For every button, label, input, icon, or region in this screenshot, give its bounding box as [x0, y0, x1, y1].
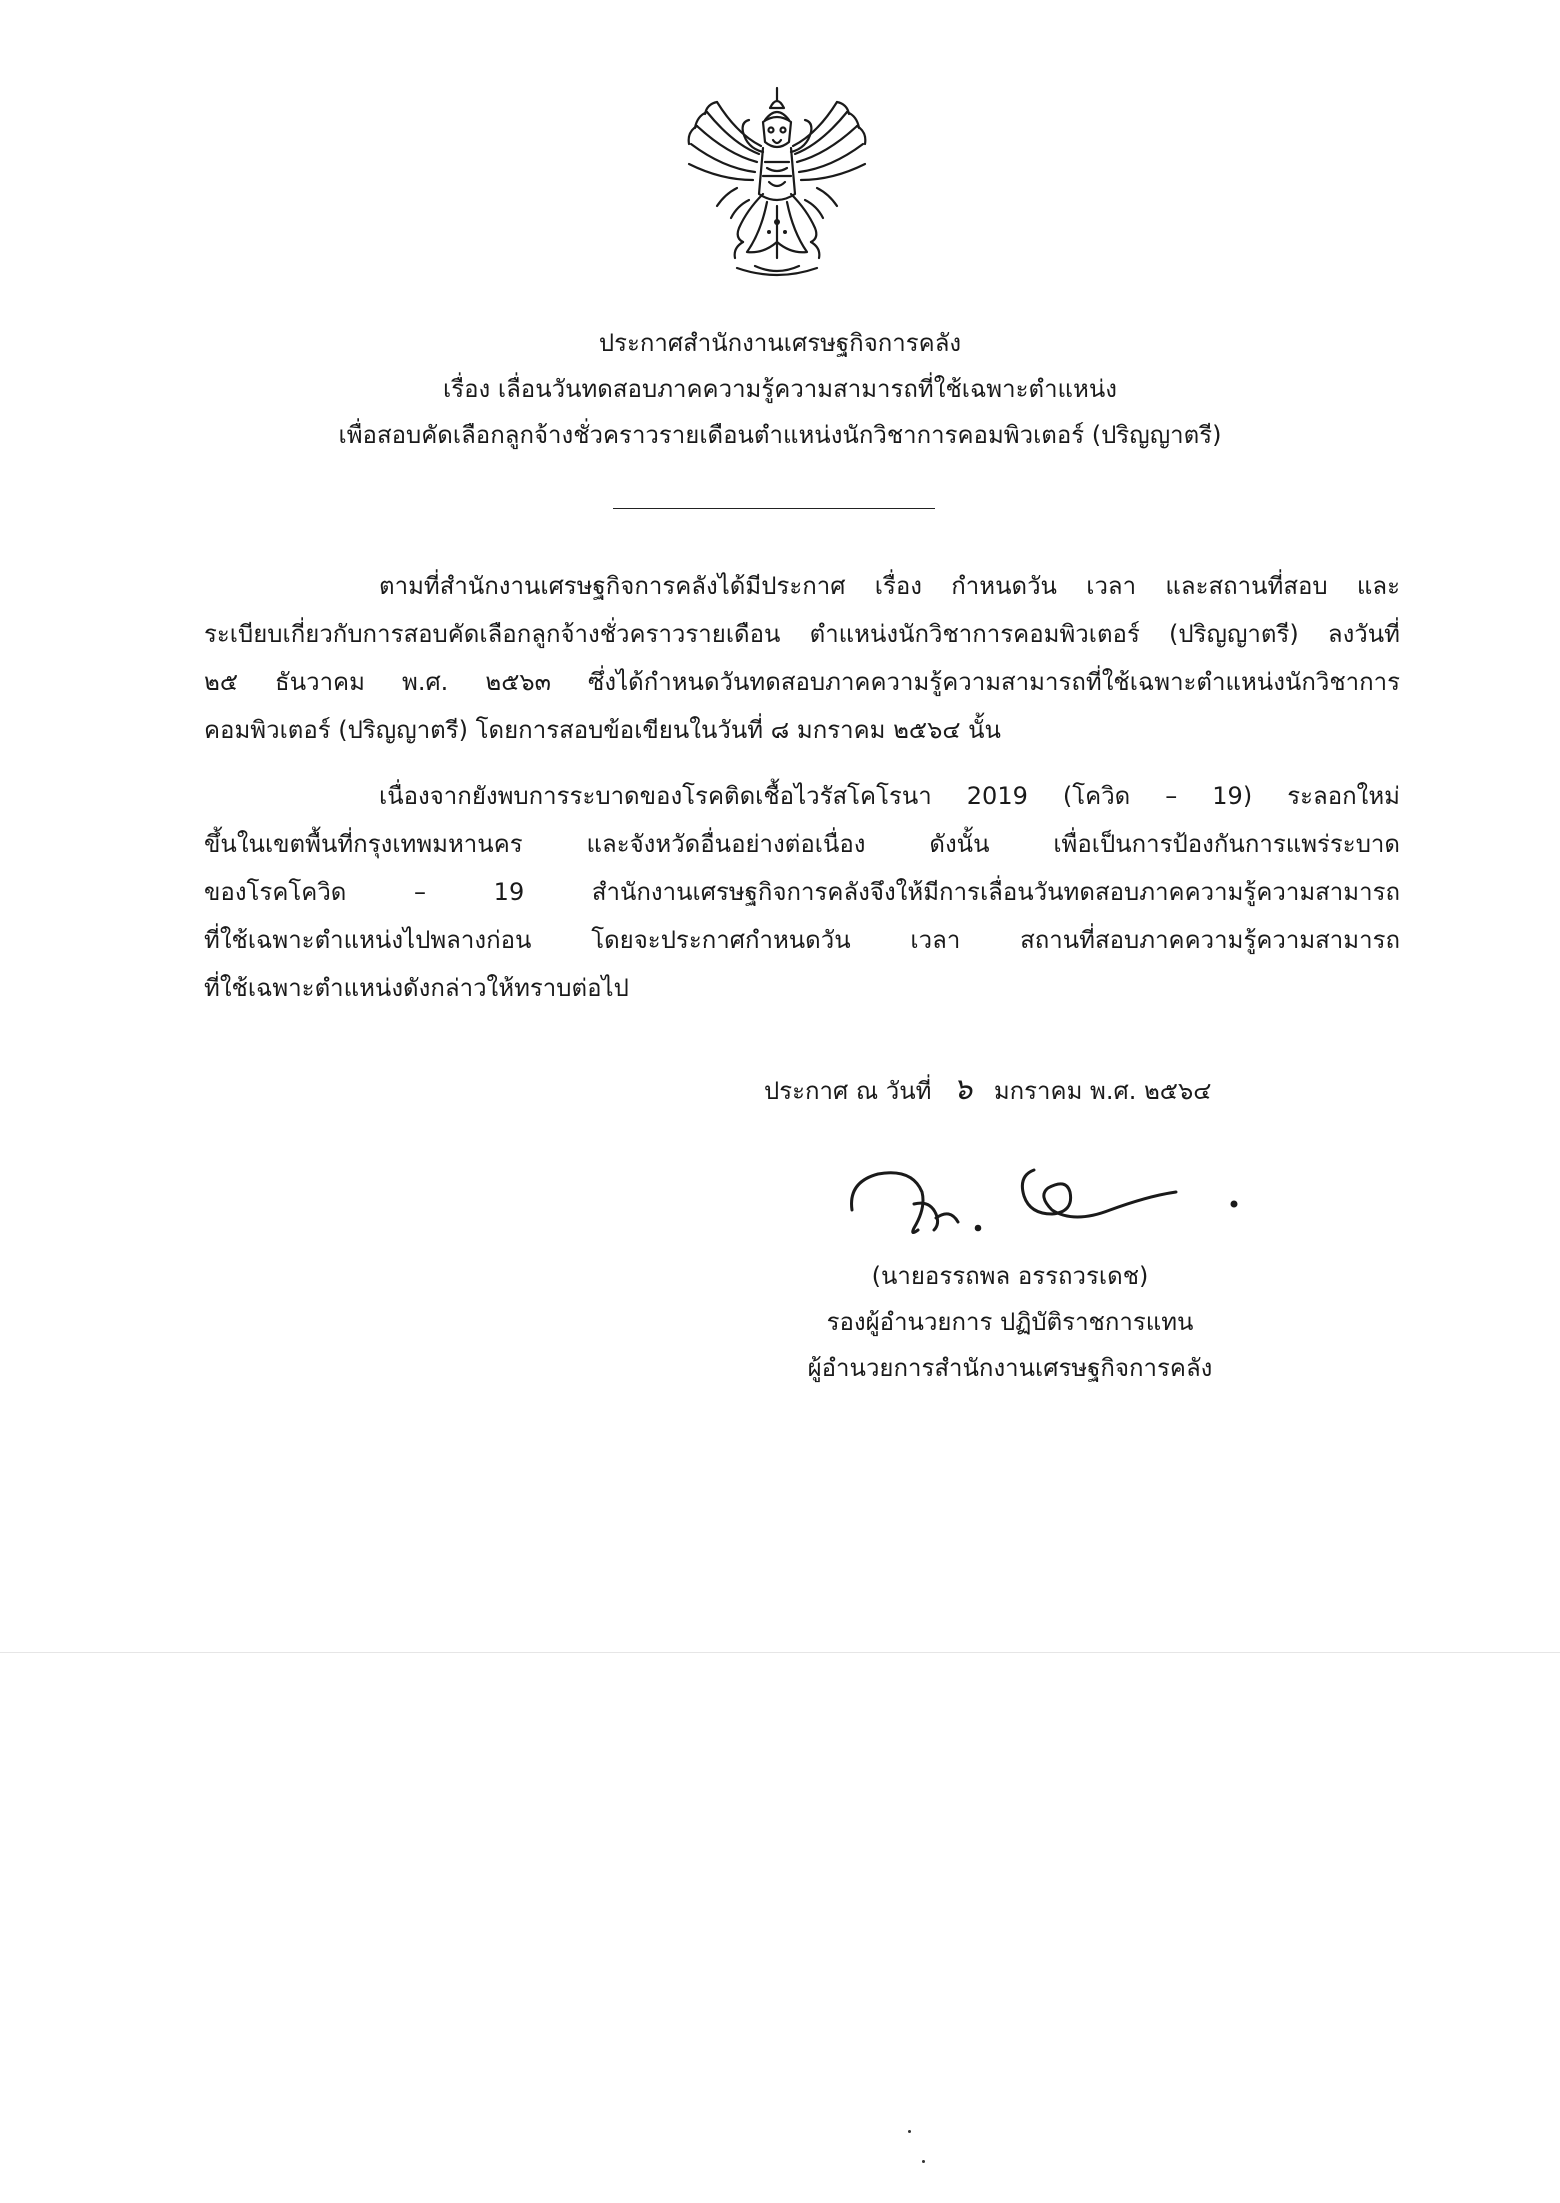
paragraph-line: ที่ใช้เฉพาะตำแหน่งไปพลางก่อน โดยจะประกาศกำหนดวัน เวลา สถานที่สอบภาคความรู้ความสามารถ: [204, 926, 1400, 954]
signer-block: [780, 1253, 1240, 1391]
heading-divider: [613, 508, 935, 509]
heading-title: ประกาศสำนักงานเศรษฐกิจการคลัง: [598, 329, 962, 357]
signer-organization: ผู้อำนวยการสำนักงานเศรษฐกิจการคลัง: [807, 1354, 1213, 1382]
announcement-suffix: มกราคม พ.ศ. ๒๕๖๔: [993, 1077, 1212, 1105]
announcement-date: [764, 1066, 1211, 1115]
paragraph-line: ของโรคโควิด – 19 สำนักงานเศรษฐกิจการคลังจึงให้มีการเลื่อนวันทดสอบภาคความรู้ความสามารถ: [204, 878, 1400, 906]
heading-subject-continued: เพื่อสอบคัดเลือกลูกจ้างชั่วคราวรายเดือนตำแหน่งนักวิชาการคอมพิวเตอร์ (ปริญญาตรี): [338, 421, 1222, 449]
paragraph-line: ขึ้นในเขตพื้นที่กรุงเทพมหานคร และจังหวัดอื่นอย่างต่อเนื่อง ดังนั้น เพื่อเป็นการป้องกันการแพร่ระบาด: [204, 830, 1400, 858]
body-paragraph-1: [204, 562, 1400, 754]
handwritten-signature: [838, 1148, 1248, 1248]
document-heading: [0, 320, 1560, 458]
paragraph-line: ตามที่สำนักงานเศรษฐกิจการคลังได้มีประกาศ เรื่อง กำหนดวัน เวลา และสถานที่สอบ และ: [379, 572, 1400, 600]
body-paragraph-2: [204, 772, 1400, 1012]
heading-subject: เรื่อง เลื่อนวันทดสอบภาคความรู้ความสามารถที่ใช้เฉพาะตำแหน่ง: [443, 375, 1117, 403]
announcement-day: ๖: [953, 1072, 973, 1107]
announcement-prefix: ประกาศ ณ วันที่: [764, 1077, 932, 1105]
garuda-emblem-icon: [677, 82, 877, 282]
page-fold-line: [0, 1652, 1560, 1653]
scan-speck: [908, 2130, 911, 2133]
signer-name: (นายอรรถพล อรรถวรเดช): [871, 1262, 1149, 1290]
paragraph-line: ระเบียบเกี่ยวกับการสอบคัดเลือกลูกจ้างชั่วคราวรายเดือน ตำแหน่งนักวิชาการคอมพิวเตอร์ (ปริญญาตรี) ลงวันที่: [204, 620, 1400, 648]
paragraph-line: ที่ใช้เฉพาะตำแหน่งดังกล่าวให้ทราบต่อไป: [204, 974, 629, 1002]
paragraph-line: คอมพิวเตอร์ (ปริญญาตรี) โดยการสอบข้อเขียนในวันที่ ๘ มกราคม ๒๕๖๔ นั้น: [204, 716, 1001, 744]
scan-speck: [922, 2160, 925, 2163]
paragraph-line: เนื่องจากยังพบการระบาดของโรคติดเชื้อไวรัสโคโรนา 2019 (โควิด – 19) ระลอกใหม่: [379, 782, 1400, 810]
paragraph-line: ๒๕ ธันวาคม พ.ศ. ๒๕๖๓ ซึ่งได้กำหนดวันทดสอบภาคความรู้ความสามารถที่ใช้เฉพาะตำแหน่งนักวิชาการ: [204, 668, 1400, 696]
signer-position: รองผู้อำนวยการ ปฏิบัติราชการแทน: [826, 1308, 1194, 1336]
